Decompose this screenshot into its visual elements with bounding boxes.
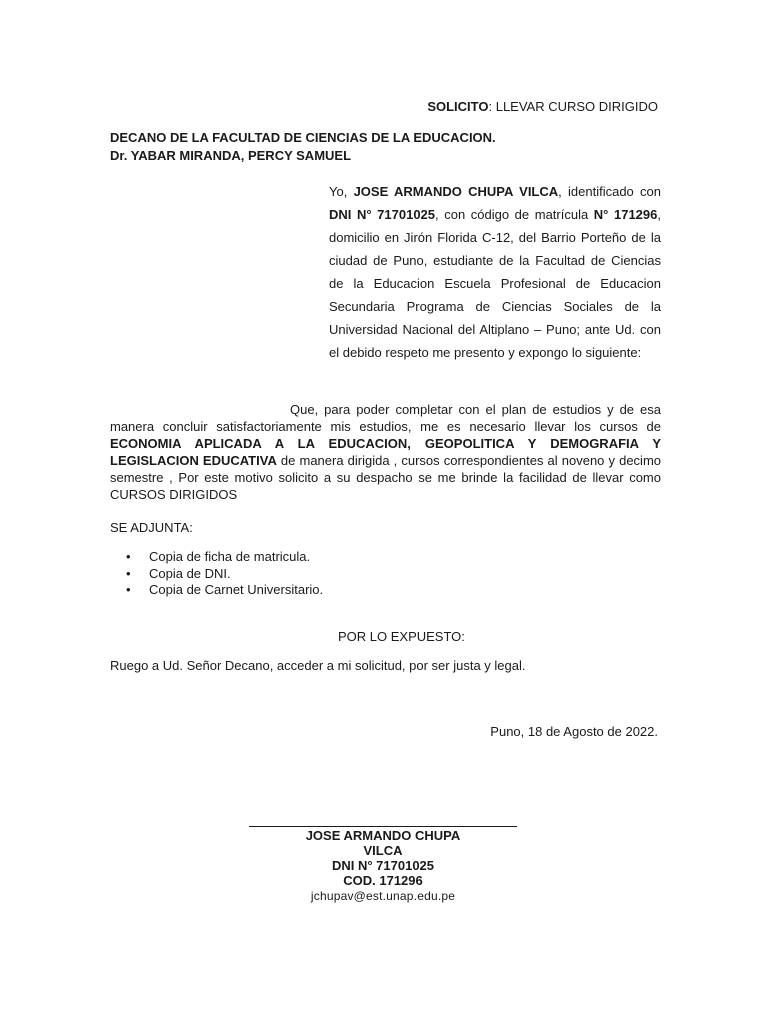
attachment-label: Copia de Carnet Universitario. [149,582,324,597]
subject-label: SOLICITO [427,99,489,114]
attachments-list [110,549,323,599]
date-line: Puno, 18 de Agosto de 2022. [490,724,658,739]
list-item [110,582,323,599]
closing-heading: POR LO EXPUESTO: [338,629,465,644]
request-text: de manera dirigida , cursos correspondientes al noveno y decimo semestre , Por este motivo solicito a su despacho se me brinde la facilidad de llevar como CURSOS DIRIGIDOS [110,453,662,502]
signer-email: jchupav@est.unap.edu.pe [310,889,456,903]
applicant-dni: DNI N° 71701025 [329,207,436,222]
intro-text: , domicilio en Jirón Florida C-12, del Barrio Porteño de la ciudad de Puno, estudiante de la Facultad de Ciencias de la Educacion Escuela Profesional de Educacion Secundaria Programa de Ciencias Sociales de la Universidad Nacional del Altiplano – Puno; ante Ud. con el debido respeto me presento y expongo lo siguiente: [329,207,661,360]
signature-block [249,828,517,904]
closing-request: Ruego a Ud. Señor Decano, acceder a mi solicitud, por ser justa y legal. [110,658,526,673]
intro-text: Yo, [329,184,354,199]
request-paragraph [110,401,661,503]
intro-paragraph [329,180,661,364]
signer-dni: DNI N° 71701025 [331,858,435,873]
list-item [110,566,323,583]
bullet-icon: • [126,582,131,597]
bullet-icon: • [126,549,131,564]
course-list: ECONOMIA APLICADA A LA EDUCACION, GEOPOLITICA Y DEMOGRAFIA Y LEGISLACION EDUCATIVA [110,436,661,468]
attachment-label: Copia de ficha de matricula. [149,549,311,564]
addressee-title: DECANO DE LA FACULTAD DE CIENCIAS DE LA EDUCACION. [110,130,496,145]
addressee-name: Dr. YABAR MIRANDA, PERCY SAMUEL [110,148,352,163]
subject-text: : LLEVAR CURSO DIRIGIDO [488,99,658,114]
signer-name: JOSE ARMANDO CHUPA VILCA [305,828,461,858]
attachments-title: SE ADJUNTA: [110,520,193,535]
list-item [110,549,323,566]
attachment-label: Copia de DNI. [149,565,231,581]
signature-line [249,826,517,827]
intro-text: , con código de matrícula [435,207,594,222]
intro-text: , identificado con [558,184,661,199]
bullet-icon: • [126,565,131,581]
applicant-code: N° 171296 [593,207,658,222]
subject-line [427,98,658,115]
signer-code: COD. 171296 [343,873,423,888]
applicant-name: JOSE ARMANDO CHUPA VILCA [353,184,559,199]
addressee-block [110,129,496,165]
request-text: Que, para poder completar con el plan de estudios y de esa manera concluir satisfactoriamente mis estudios, me es necesario llevar los cursos de [110,402,661,434]
